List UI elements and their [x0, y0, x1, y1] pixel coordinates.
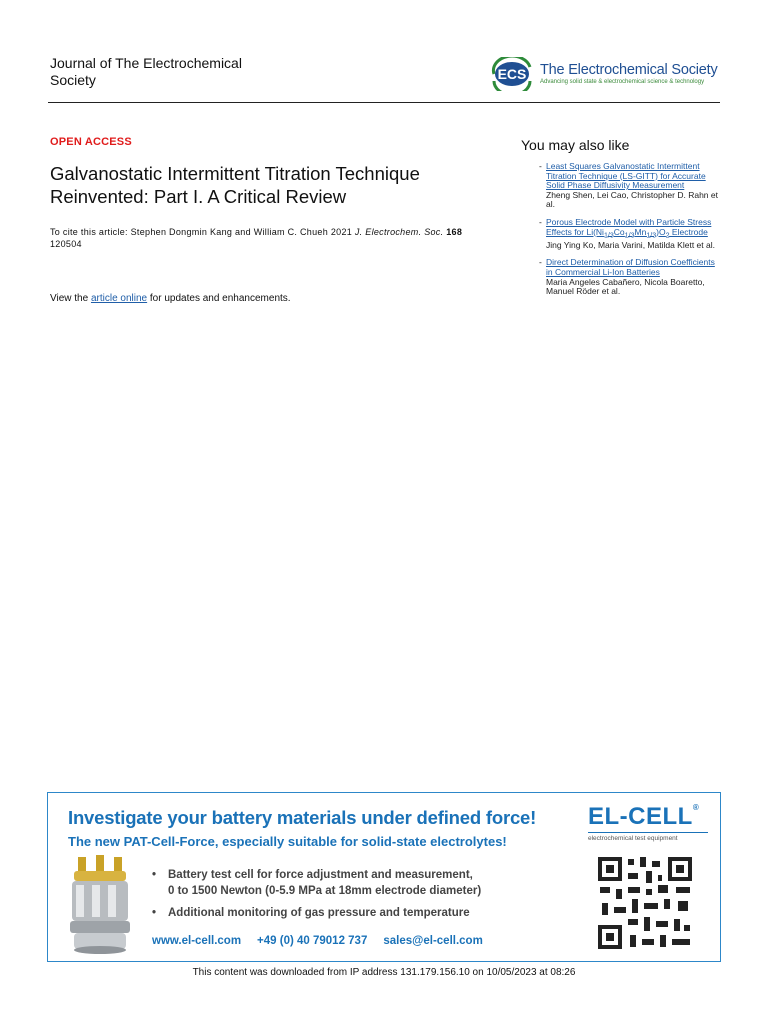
related-link-3[interactable]: Direct Determination of Diffusion Coefficients in Commercial Li-Ion Batteries [546, 257, 715, 278]
ad-website-link[interactable]: www.el-cell.com [152, 935, 242, 947]
citation-article-number: 120504 [50, 239, 82, 249]
related-item [521, 258, 721, 296]
download-notice: This content was downloaded from IP address 131.179.156.10 on 10/05/2023 at 08:26 [192, 967, 576, 978]
ad-email-link[interactable]: sales@el-cell.com [383, 935, 483, 947]
related-articles [521, 137, 721, 305]
view-prefix: View the [50, 293, 89, 304]
ecs-logo[interactable] [488, 56, 720, 92]
registered-mark: ® [692, 803, 700, 812]
list-dash: - [539, 161, 542, 171]
ad-subheadline: The new PAT-Cell-Force, especially suitable for solid-state electrolytes! [68, 834, 507, 849]
ad-contacts [152, 935, 483, 947]
article-title: Galvanostatic Intermittent Titration Technique Reinvented: Part I. A Critical Review [50, 163, 420, 207]
test-cell-image [64, 853, 136, 955]
qr-code-icon [596, 855, 694, 951]
journal-name: Journal of The Electrochemical Society [50, 55, 242, 88]
el-cell-advertisement[interactable] [47, 792, 721, 962]
article-online-link[interactable]: article online [90, 293, 148, 304]
ad-headline: Investigate your battery materials under defined force! [68, 807, 537, 828]
ecs-badge-icon [488, 57, 536, 91]
related-authors-2: Jing Ying Ko, Maria Varini, Matilda Klett et al. [546, 239, 715, 250]
citation-volume: 168 [446, 227, 463, 237]
ad-feature-list [148, 867, 481, 927]
list-dash: - [539, 216, 542, 227]
related-link-2[interactable]: Porous Electrode Model with Particle Stress Effects for $Li(Ni_{1/3}Co_{1/3}Mn_{1/3})O_2$ Electrode [546, 216, 712, 240]
el-cell-logo [588, 803, 708, 842]
related-link-1[interactable]: Least Squares Galvanostatic Intermittent Titration Technique (LS-GITT) for Accurate Solid Phase Diffusivity Measurement [546, 161, 706, 191]
open-access-label: OPEN ACCESS [50, 136, 132, 148]
ad-feature-2: • Additional monitoring of gas pressure and temperature [148, 905, 481, 921]
society-name: The Electrochemical Society [540, 62, 718, 78]
citation-journal: J. Electrochem. Soc. [354, 227, 444, 237]
related-authors-3: Maria Angeles Cabañero, Nicola Boaretto, Manuel Röder et al. [546, 276, 705, 297]
view-online-text [50, 293, 291, 304]
list-dash: - [539, 257, 542, 268]
ad-phone: +49 (0) 40 79012 737 [257, 935, 368, 947]
citation-prefix: To cite this article: Stephen Dongmin Kang and William C. Chueh 2021 [50, 227, 353, 237]
header-divider [48, 102, 720, 103]
ad-feature-1: • Battery test cell for force adjustment and measurement, 0 to 1500 Newton (0-5.9 MPa at 18mm electrode diameter) [148, 867, 481, 899]
society-tagline: Advancing solid state & electrochemical science & technology [540, 79, 705, 85]
related-authors-1: Zheng Shen, Lei Cao, Christopher D. Rahn et al. [546, 189, 718, 210]
el-cell-brand: EL-CELL [588, 803, 693, 830]
ecs-logo-letters: ECS [497, 66, 527, 82]
el-cell-tagline: electrochemical test equipment [588, 832, 708, 842]
citation [50, 226, 500, 250]
related-item [521, 218, 721, 250]
related-item [521, 162, 721, 210]
view-suffix: for updates and enhancements. [149, 293, 291, 304]
related-heading: You may also like [521, 137, 630, 153]
